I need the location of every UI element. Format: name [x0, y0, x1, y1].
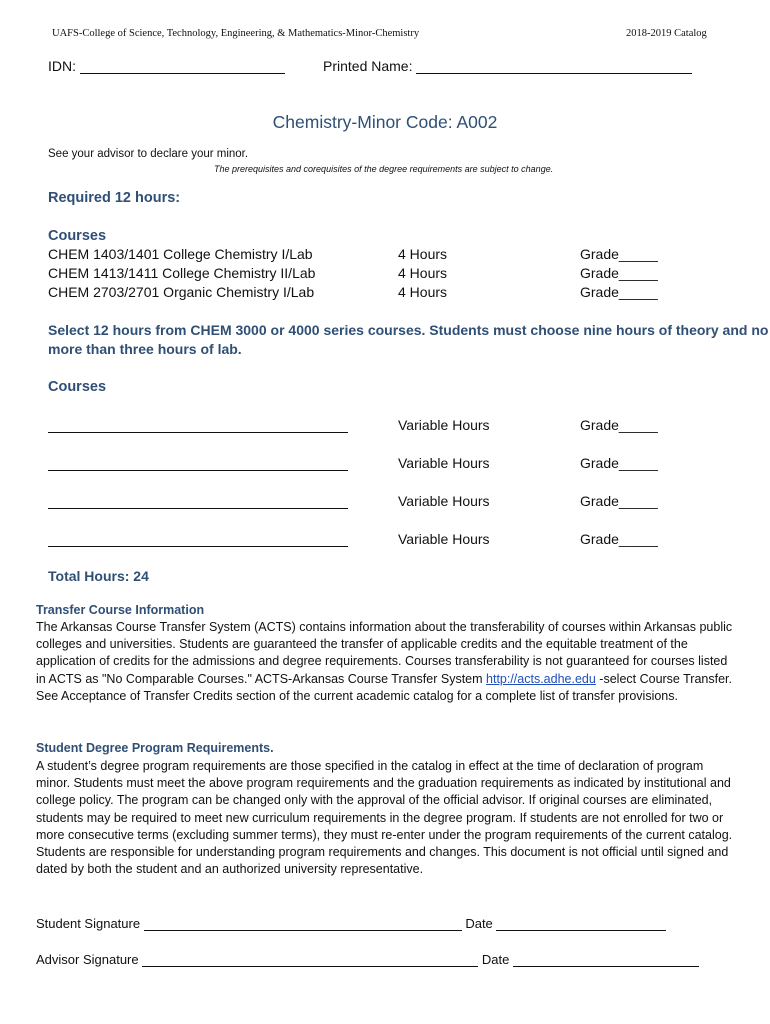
elective-course-field[interactable] — [48, 469, 348, 471]
elective-courses-label: Courses — [48, 379, 107, 395]
student-date-label: Date — [465, 916, 493, 931]
transfer-heading: Transfer Course Information — [36, 603, 205, 617]
elective-grade[interactable]: Grade_____ — [580, 531, 658, 547]
transfer-text-end: -select Course Transfer. See Acceptance of Transfer Credits section of the current academic catalog for a complete list of transfer provisions. — [36, 671, 732, 703]
elective-heading-line2: more than three hours of lab. — [48, 341, 242, 357]
advisor-date-field[interactable] — [513, 951, 699, 967]
course-name: CHEM 2703/2701 Organic Chemistry I/Lab — [48, 284, 315, 300]
course-grade[interactable]: Grade_____ — [580, 265, 658, 281]
advisor-date-label: Date — [481, 952, 510, 967]
degree-paragraph: A student’s degree program requirements are those specified in the catalog in effect at the time of declaration of program minor. Students must meet the above program requirements and the graduation requirements as indicated by institutional and college policy. The program can be changed only with the approval of the official advisor. If original courses are eliminated, students may be required to meet new curriculum requirements in the degree program. If students are not enrolled for two or more consecutive terms (excluding summer terms), they must re-enter under the program requirements of the current catalog. Students are responsible for understanding program requirements and changes. This document is not official until signed and dated by both the student and an authorized university representative. — [36, 759, 733, 877]
advisor-signature-label: Advisor Signature — [36, 952, 139, 967]
elective-course-field[interactable] — [48, 545, 348, 547]
advisor-signature-field[interactable] — [142, 951, 478, 967]
required-courses-label: Courses — [48, 228, 107, 244]
degree-heading: Student Degree Program Requirements. — [36, 741, 274, 755]
student-signature-field[interactable] — [144, 915, 462, 931]
idn-label: IDN: — [48, 58, 76, 74]
student-signature-label: Student Signature — [36, 916, 141, 931]
idn-field[interactable] — [80, 58, 285, 74]
course-grade[interactable]: Grade_____ — [580, 284, 658, 300]
course-hours: 4 Hours — [398, 284, 448, 300]
required-heading: Required 12 hours: — [48, 190, 181, 206]
acts-link[interactable]: http://acts.adhe.edu — [486, 671, 596, 686]
course-grade[interactable]: Grade_____ — [580, 246, 658, 262]
header-catalog-year: 2018-2019 Catalog — [626, 28, 707, 39]
elective-hours: Variable Hours — [398, 455, 490, 471]
course-name: CHEM 1413/1411 College Chemistry II/Lab — [48, 265, 316, 281]
course-name: CHEM 1403/1401 College Chemistry I/Lab — [48, 246, 313, 262]
elective-hours: Variable Hours — [398, 531, 490, 547]
elective-heading-line1: Select 12 hours from CHEM 3000 or 4000 series courses. Students must choose nine hours of theory and no — [48, 322, 769, 338]
advisor-note: See your advisor to declare your minor. — [48, 148, 249, 160]
total-hours: Total Hours: 24 — [48, 568, 149, 584]
elective-hours: Variable Hours — [398, 493, 490, 509]
printed-name-field[interactable] — [416, 58, 692, 74]
transfer-text: The Arkansas Course Transfer System (ACTS) contains information about the transferability of courses within Arkansas public colleges and universities. Students are guaranteed the transfer of applicable credits and the equitable treatment of the application of credits for the admissions and degree requirements. Courses transferability is not guaranteed for courses listed in ACTS as "No Comparable Courses." ACTS-Arkansas Course Transfer System — [36, 620, 733, 686]
advisor-signature-row — [36, 951, 699, 967]
elective-grade[interactable]: Grade_____ — [580, 493, 658, 509]
printed-name-label: Printed Name: — [323, 58, 413, 74]
elective-course-field[interactable] — [48, 431, 348, 433]
elective-grade[interactable]: Grade_____ — [580, 417, 658, 433]
elective-course-field[interactable] — [48, 507, 348, 509]
elective-hours: Variable Hours — [398, 417, 490, 433]
course-hours: 4 Hours — [398, 265, 448, 281]
idn-row — [48, 58, 285, 74]
page-title: Chemistry-Minor Code: A002 — [272, 112, 498, 132]
header-college: UAFS-College of Science, Technology, Engineering, & Mathematics-Minor-Chemistry — [52, 28, 420, 39]
elective-grade[interactable]: Grade_____ — [580, 455, 658, 471]
student-signature-row — [36, 915, 666, 931]
course-hours: 4 Hours — [398, 246, 448, 262]
prereq-note: The prerequisites and corequisites of the degree requirements are subject to change. — [214, 164, 554, 174]
printed-name-row — [323, 58, 692, 74]
student-date-field[interactable] — [496, 915, 666, 931]
transfer-paragraph — [36, 619, 736, 705]
